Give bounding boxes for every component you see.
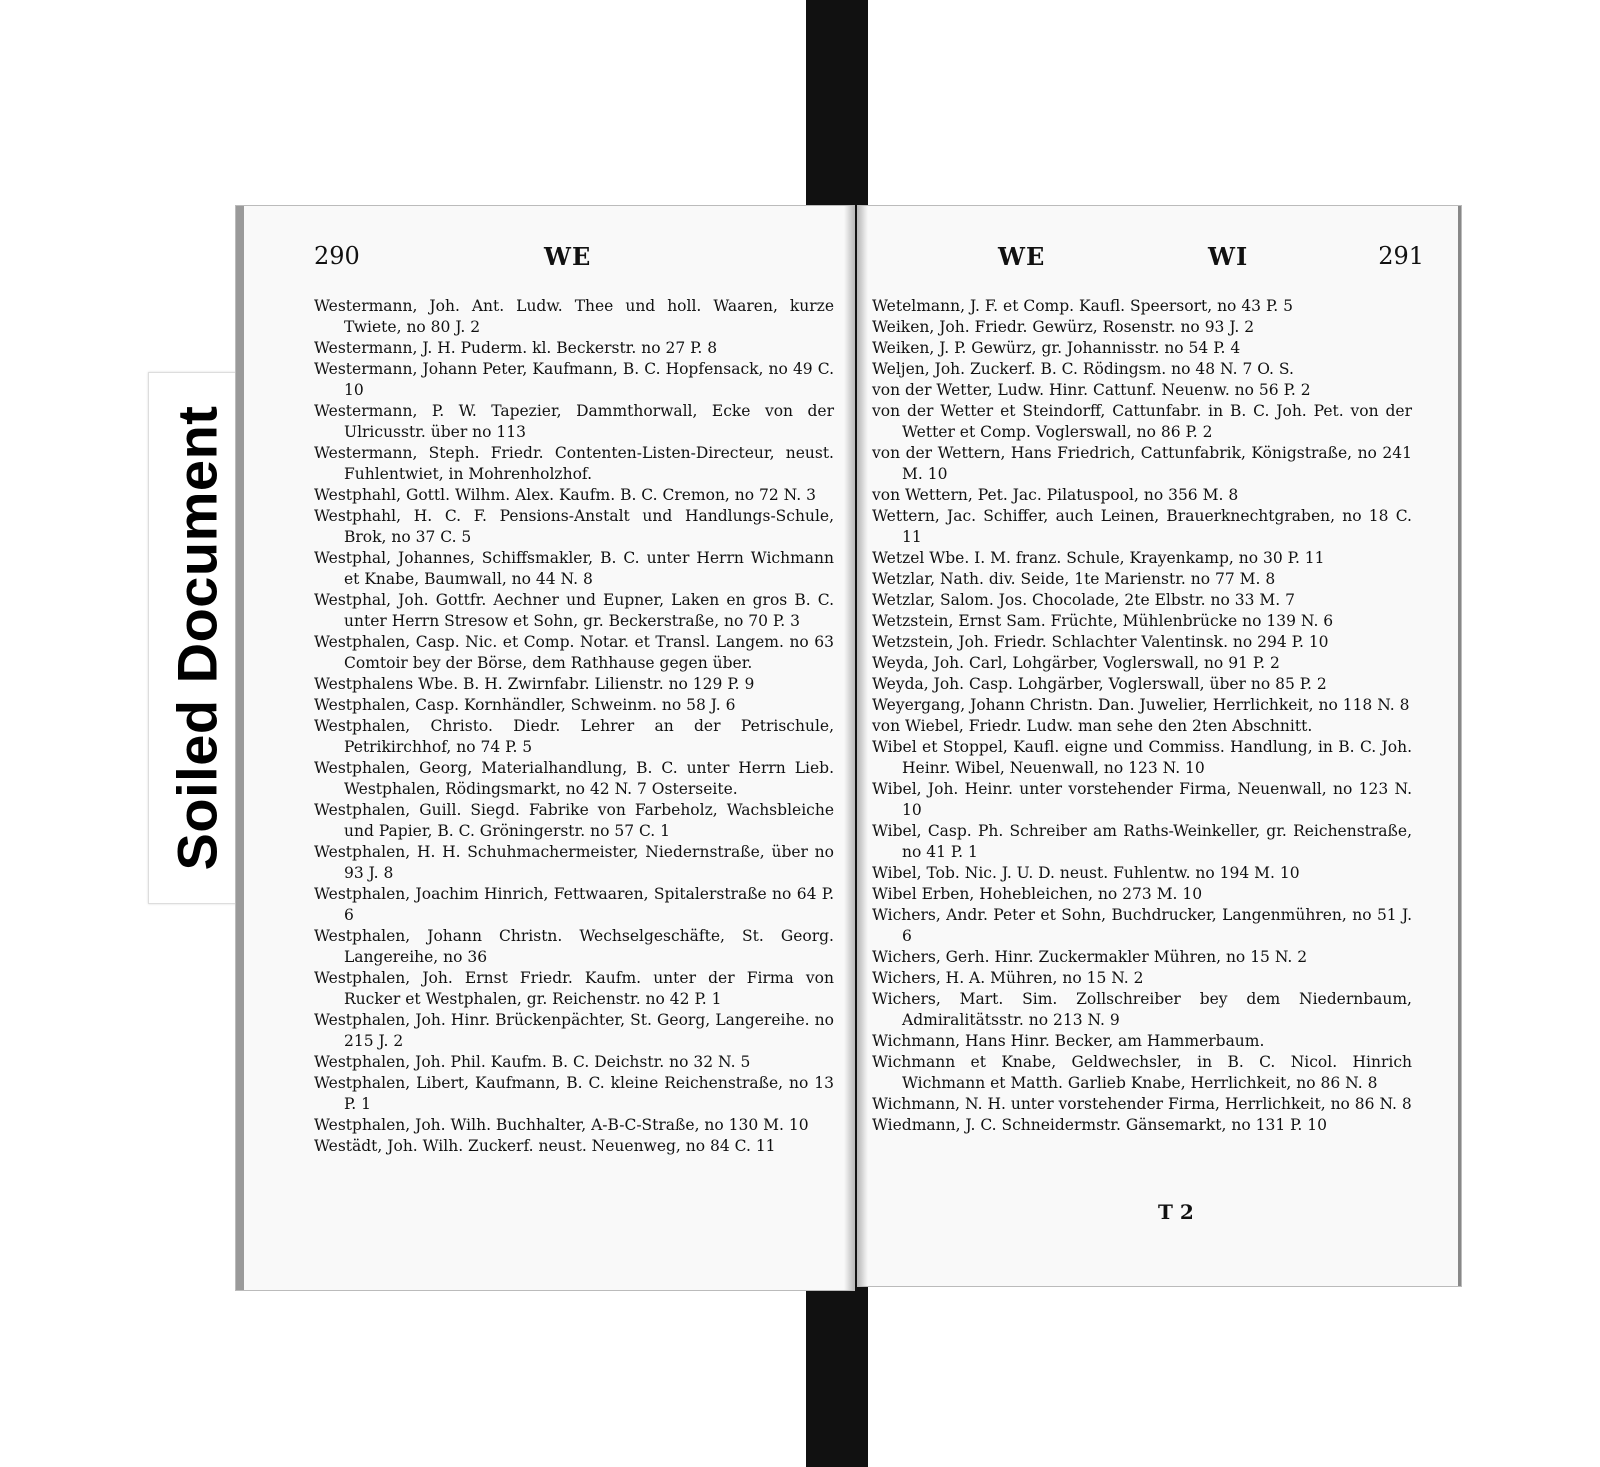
directory-entry: Wetzel Wbe. I. M. franz. Schule, Krayenkamp, no 30 P. 11	[872, 549, 1325, 567]
directory-entry: Westphalen, Joh. Hinr. Brückenpächter, St. Georg, Langereihe. no 215 J. 2	[314, 1011, 834, 1050]
directory-entry: Westphalens Wbe. B. H. Zwirnfabr. Lilienstr. no 129 P. 9	[314, 675, 755, 693]
directory-entry: Weiken, Joh. Friedr. Gewürz, Rosenstr. no 93 J. 2	[872, 318, 1255, 336]
directory-entry: Westädt, Joh. Wilh. Zuckerf. neust. Neuenweg, no 84 C. 11	[314, 1137, 776, 1155]
directory-entry: Wetzstein, Joh. Friedr. Schlachter Valentinsk. no 294 P. 10	[872, 633, 1329, 651]
gutter-shadow	[844, 206, 854, 1290]
directory-entry: Westermann, Steph. Friedr. Contenten-Listen-Directeur, neust. Fuhlentwiet, in Mohrenholzhof.	[314, 444, 834, 483]
directory-entry: Weyda, Joh. Carl, Lohgärber, Voglerswall, no 91 P. 2	[872, 654, 1280, 672]
directory-entry: Westermann, J. H. Puderm. kl. Beckerstr. no 27 P. 8	[314, 339, 718, 357]
directory-entry: Westphalen, Casp. Nic. et Comp. Notar. et Transl. Langem. no 63 Comtoir bey der Börse, dem Rathhause gegen über.	[314, 633, 834, 672]
directory-entry: Westphalen, H. H. Schuhmachermeister, Niedernstraße, über no 93 J. 8	[314, 843, 834, 882]
directory-entry: Westphalen, Christo. Diedr. Lehrer an der Petrischule, Petrikirchhof, no 74 P. 5	[314, 717, 834, 756]
directory-entry: Wettern, Jac. Schiffer, auch Leinen, Brauerknechtgraben, no 18 C. 11	[872, 507, 1412, 546]
signature-mark: T 2	[1158, 1200, 1194, 1224]
directory-entry: Westphal, Johannes, Schiffsmakler, B. C. unter Herrn Wichmann et Knabe, Baumwall, no 44 N. 8	[314, 549, 834, 588]
directory-entry: Wichers, Andr. Peter et Sohn, Buchdrucker, Langenmühren, no 51 J. 6	[872, 906, 1412, 945]
running-head-left: WE	[998, 242, 1046, 271]
directory-entry: Westphalen, Johann Christn. Wechselgeschäfte, St. Georg. Langereihe, no 36	[314, 927, 834, 966]
directory-entry: Westermann, P. W. Tapezier, Dammthorwall, Ecke von der Ulricusstr. über no 113	[314, 402, 834, 441]
directory-entry: Wetzlar, Salom. Jos. Chocolade, 2te Elbstr. no 33 M. 7	[872, 591, 1295, 609]
directory-entry: Westermann, Joh. Ant. Ludw. Thee und holl. Waaren, kurze Twiete, no 80 J. 2	[314, 297, 834, 336]
running-head: WE	[544, 242, 592, 271]
directory-entries	[314, 296, 834, 1157]
directory-entry: Westphalen, Joachim Hinrich, Fettwaaren, Spitalerstraße no 64 P. 6	[314, 885, 834, 924]
gutter-shadow	[858, 206, 868, 1286]
directory-entry: Wibel et Stoppel, Kaufl. eigne und Commiss. Handlung, in B. C. Joh. Heinr. Wibel, Neuenwall, no 123 N. 10	[872, 738, 1412, 777]
label-text: Soiled Document	[165, 405, 229, 871]
directory-entry: von der Wettern, Hans Friedrich, Cattunfabrik, Königstraße, no 241 M. 10	[872, 444, 1412, 483]
running-head-right: WI	[1208, 242, 1249, 271]
left-page-header	[244, 242, 854, 282]
directory-entries	[872, 296, 1412, 1136]
page-number: 290	[314, 242, 360, 270]
directory-entry: Weyda, Joh. Casp. Lohgärber, Voglerswall, über no 85 P. 2	[872, 675, 1327, 693]
directory-entry: Wetzlar, Nath. div. Seide, 1te Marienstr. no 77 M. 8	[872, 570, 1276, 588]
directory-entry: Wetelmann, J. F. et Comp. Kaufl. Speersort, no 43 P. 5	[872, 297, 1293, 315]
directory-entry: Wibel, Casp. Ph. Schreiber am Raths-Weinkeller, gr. Reichenstraße, no 41 P. 1	[872, 822, 1412, 861]
directory-entry: Wichmann, N. H. unter vorstehender Firma, Herrlichkeit, no 86 N. 8	[872, 1095, 1412, 1113]
directory-entry: Westphalen, Joh. Ernst Friedr. Kaufm. unter der Firma von Rucker et Westphalen, gr. Reichenstr. no 42 P. 1	[314, 969, 834, 1008]
directory-entry: Wichers, Mart. Sim. Zollschreiber bey dem Niedernbaum, Admiralitätsstr. no 213 N. 9	[872, 990, 1412, 1029]
directory-entry: Wichmann et Knabe, Geldwechsler, in B. C. Nicol. Hinrich Wichmann et Matth. Garlieb Knabe, Herrlichkeit, no 86 N. 8	[872, 1053, 1412, 1092]
directory-entry: von Wettern, Pet. Jac. Pilatuspool, no 356 M. 8	[872, 486, 1239, 504]
directory-entry: Westphalen, Libert, Kaufmann, B. C. kleine Reichenstraße, no 13 P. 1	[314, 1074, 834, 1113]
directory-entry: Weiken, J. P. Gewürz, gr. Johannisstr. no 54 P. 4	[872, 339, 1241, 357]
directory-entry: Wichmann, Hans Hinr. Becker, am Hammerbaum.	[872, 1032, 1265, 1050]
directory-entry: von der Wetter, Ludw. Hinr. Cattunf. Neuenw. no 56 P. 2	[872, 381, 1311, 399]
directory-entry: Westphalen, Guill. Siegd. Fabrike von Farbeholz, Wachsbleiche und Papier, B. C. Gröningerstr. no 57 C. 1	[314, 801, 834, 840]
directory-entry: Westphahl, H. C. F. Pensions-Anstalt und Handlungs-Schule, Brok, no 37 C. 5	[314, 507, 834, 546]
directory-entry: Westphahl, Gottl. Wilhm. Alex. Kaufm. B. C. Cremon, no 72 N. 3	[314, 486, 816, 504]
directory-entry: Westphalen, Joh. Phil. Kaufm. B. C. Deichstr. no 32 N. 5	[314, 1053, 751, 1071]
directory-entry: Wibel Erben, Hohebleichen, no 273 M. 10	[872, 885, 1203, 903]
right-page	[858, 206, 1461, 1286]
directory-entry: Westermann, Johann Peter, Kaufmann, B. C. Hopfensack, no 49 C. 10	[314, 360, 834, 399]
directory-entry: Wibel, Tob. Nic. J. U. D. neust. Fuhlentw. no 194 M. 10	[872, 864, 1300, 882]
directory-entry: Westphal, Joh. Gottfr. Aechner und Eupner, Laken en gros B. C. unter Herrn Stresow et Sohn, gr. Beckerstraße, no 70 P. 3	[314, 591, 834, 630]
right-page-header	[858, 242, 1458, 282]
directory-entry: von Wiebel, Friedr. Ludw. man sehe den 2ten Abschnitt.	[872, 717, 1313, 735]
directory-entry: Westphalen, Joh. Wilh. Buchhalter, A-B-C-Straße, no 130 M. 10	[314, 1116, 809, 1134]
directory-entry: Westphalen, Casp. Kornhändler, Schweinm. no 58 J. 6	[314, 696, 736, 714]
directory-entry: Wetzstein, Ernst Sam. Früchte, Mühlenbrücke no 139 N. 6	[872, 612, 1334, 630]
directory-entry: Wichers, H. A. Mühren, no 15 N. 2	[872, 969, 1144, 987]
directory-entry: Westphalen, Georg, Materialhandlung, B. C. unter Herrn Lieb. Westphalen, Rödingsmarkt, no 42 N. 7 Osterseite.	[314, 759, 834, 798]
soiled-document-label	[148, 372, 246, 904]
directory-entry: Wichers, Gerh. Hinr. Zuckermakler Mühren, no 15 N. 2	[872, 948, 1308, 966]
directory-entry: Wiedmann, J. C. Schneidermstr. Gänsemarkt, no 131 P. 10	[872, 1116, 1328, 1134]
directory-entry: Wibel, Joh. Heinr. unter vorstehender Firma, Neuenwall, no 123 N. 10	[872, 780, 1412, 819]
left-page	[236, 206, 854, 1290]
directory-entry: von der Wetter et Steindorff, Cattunfabr. in B. C. Joh. Pet. von der Wetter et Comp. Voglerswall, no 86 P. 2	[872, 402, 1412, 441]
directory-entry: Weljen, Joh. Zuckerf. B. C. Rödingsm. no 48 N. 7 O. S.	[872, 360, 1294, 378]
page-number: 291	[1378, 242, 1424, 270]
directory-entry: Weyergang, Johann Christn. Dan. Juwelier, Herrlichkeit, no 118 N. 8	[872, 696, 1410, 714]
